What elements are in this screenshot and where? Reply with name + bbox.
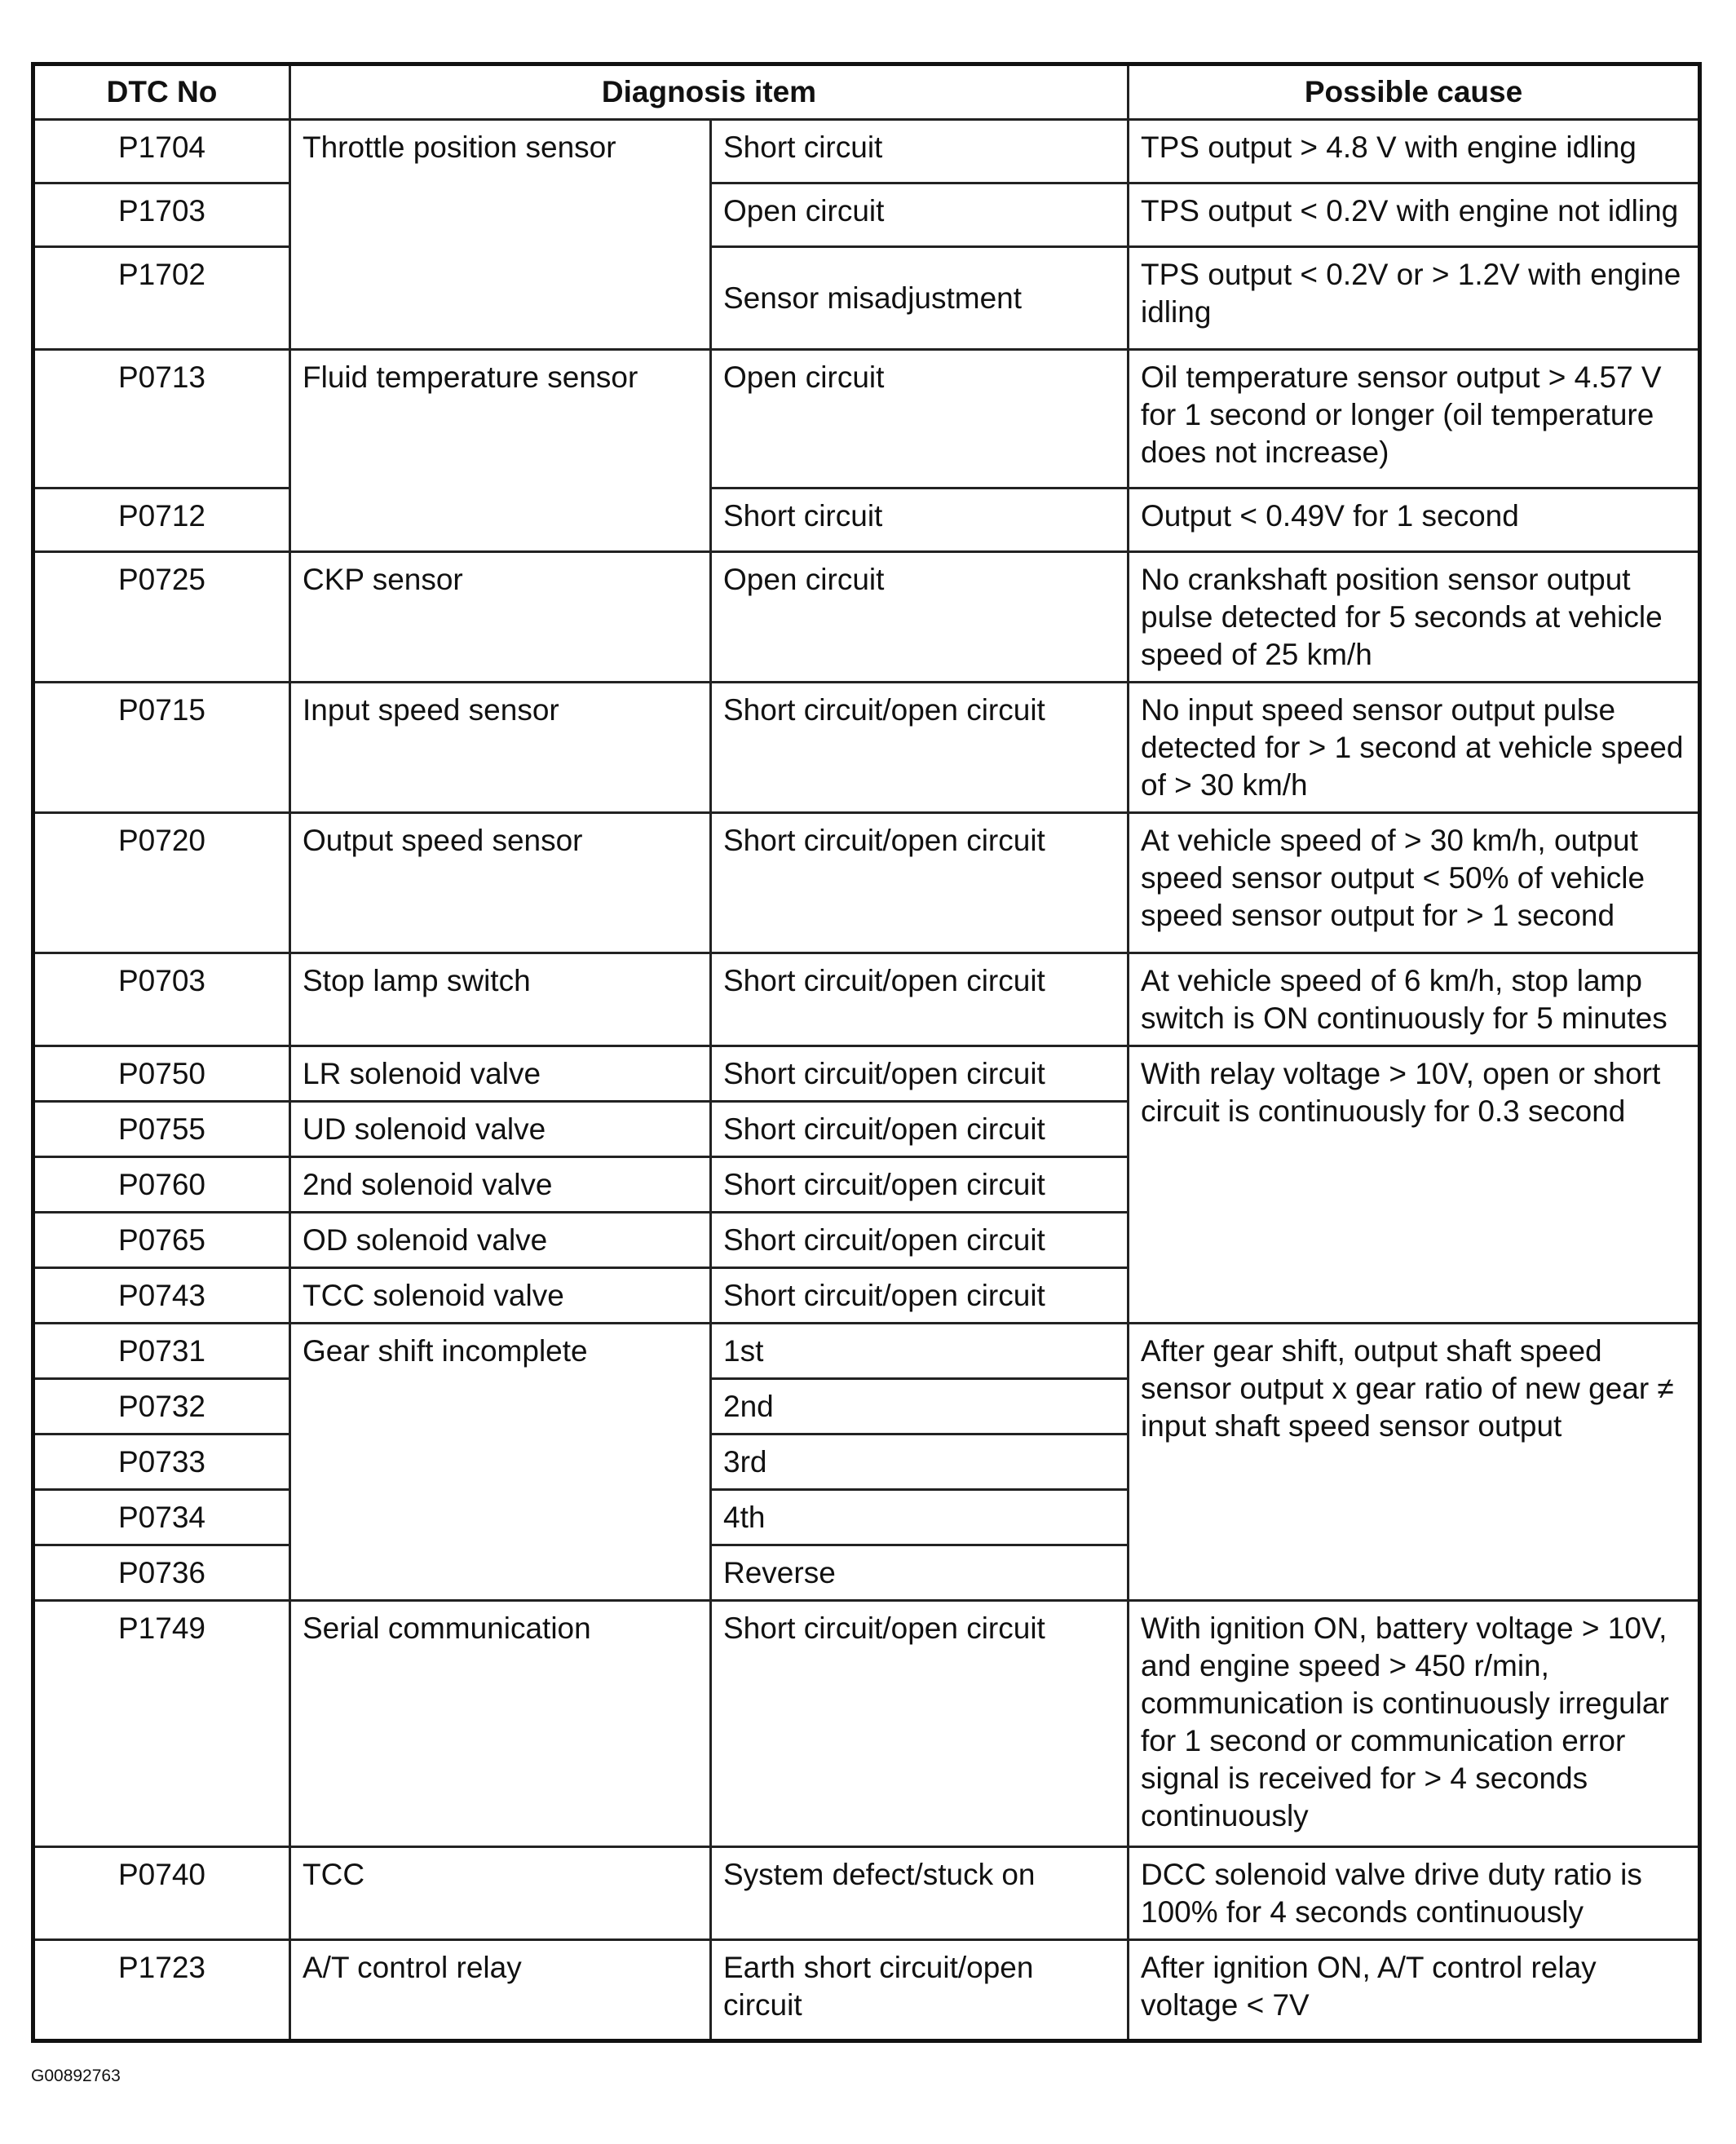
table-row: [33, 1940, 1700, 2041]
component-cell: 2nd solenoid valve: [290, 1157, 711, 1213]
fault-mode-cell: Short circuit: [711, 120, 1129, 183]
table-row: [33, 813, 1700, 953]
fault-mode-cell: 2nd: [711, 1379, 1129, 1434]
dtc-code-cell: P1702: [33, 247, 290, 350]
fault-mode-cell: Short circuit/open circuit: [711, 1157, 1129, 1213]
dtc-code-cell: P1723: [33, 1940, 290, 2041]
cause-cell: TPS output > 4.8 V with engine idling: [1129, 120, 1700, 183]
dtc-code-cell: P0703: [33, 953, 290, 1046]
dtc-table: [31, 62, 1702, 2043]
cause-cell: With relay voltage > 10V, open or short circuit is continuously for 0.3 second: [1129, 1046, 1700, 1324]
fault-mode-cell: Short circuit/open circuit: [711, 1102, 1129, 1157]
dtc-code-cell: P1704: [33, 120, 290, 183]
table-row: [33, 247, 1700, 350]
fault-mode-cell: Short circuit: [711, 488, 1129, 552]
dtc-code-cell: P1749: [33, 1601, 290, 1847]
cause-cell: After gear shift, output shaft speed sensor output x gear ratio of new gear ≠ input shaft speed sensor output: [1129, 1324, 1700, 1601]
component-cell: Output speed sensor: [290, 813, 711, 953]
fault-mode-cell: Short circuit/open circuit: [711, 1268, 1129, 1324]
component-cell: UD solenoid valve: [290, 1102, 711, 1157]
dtc-code-cell: P0760: [33, 1157, 290, 1213]
header-diagnosis-item: Diagnosis item: [290, 64, 1129, 120]
cause-cell: TPS output < 0.2V with engine not idling: [1129, 183, 1700, 247]
fault-mode-cell: Open circuit: [711, 350, 1129, 488]
dtc-code-cell: P0731: [33, 1324, 290, 1379]
dtc-code-cell: P0765: [33, 1213, 290, 1268]
table-header-row: [33, 64, 1700, 120]
component-cell: TCC solenoid valve: [290, 1268, 711, 1324]
table-row: [33, 120, 1700, 183]
component-cell: TCC: [290, 1847, 711, 1940]
fault-mode-cell: 1st: [711, 1324, 1129, 1379]
component-cell: LR solenoid valve: [290, 1046, 711, 1102]
header-dtc-no: DTC No: [33, 64, 290, 120]
table-row: [33, 953, 1700, 1046]
cause-cell: Oil temperature sensor output > 4.57 V for 1 second or longer (oil temperature does not increase): [1129, 350, 1700, 488]
table-row: [33, 1324, 1700, 1379]
dtc-code-cell: P1703: [33, 183, 290, 247]
fault-mode-cell: 4th: [711, 1490, 1129, 1545]
fault-mode-cell: System defect/stuck on: [711, 1847, 1129, 1940]
dtc-code-cell: P0743: [33, 1268, 290, 1324]
cause-cell: With ignition ON, battery voltage > 10V, and engine speed > 450 r/min, communication is continuously irregular for 1 second or communication error signal is received for > 4 seconds continuously: [1129, 1601, 1700, 1847]
table-row: [33, 350, 1700, 488]
table-row: [33, 1601, 1700, 1847]
component-cell: Fluid temperature sensor: [290, 350, 711, 552]
fault-mode-cell: Short circuit/open circuit: [711, 953, 1129, 1046]
fault-mode-cell: 3rd: [711, 1434, 1129, 1490]
component-cell: A/T control relay: [290, 1940, 711, 2041]
table-row: [33, 683, 1700, 813]
fault-mode-cell: Short circuit/open circuit: [711, 1601, 1129, 1847]
table-row: [33, 183, 1700, 247]
fault-mode-cell: Open circuit: [711, 552, 1129, 683]
fault-mode-cell: Reverse: [711, 1545, 1129, 1601]
dtc-code-cell: P0740: [33, 1847, 290, 1940]
fault-mode-cell: Short circuit/open circuit: [711, 1213, 1129, 1268]
component-cell: Serial communication: [290, 1601, 711, 1847]
fault-mode-cell: Sensor misadjustment: [711, 247, 1129, 350]
fault-mode-cell: Earth short circuit/open circuit: [711, 1940, 1129, 2041]
dtc-code-cell: P0734: [33, 1490, 290, 1545]
component-cell: Throttle position sensor: [290, 120, 711, 350]
cause-cell: No crankshaft position sensor output pulse detected for 5 seconds at vehicle speed of 25 km/h: [1129, 552, 1700, 683]
cause-cell: TPS output < 0.2V or > 1.2V with engine idling: [1129, 247, 1700, 350]
cause-cell: No input speed sensor output pulse detected for > 1 second at vehicle speed of > 30 km/h: [1129, 683, 1700, 813]
component-cell: CKP sensor: [290, 552, 711, 683]
table-row: [33, 552, 1700, 683]
dtc-code-cell: P0712: [33, 488, 290, 552]
table-row: [33, 488, 1700, 552]
component-cell: Gear shift incomplete: [290, 1324, 711, 1601]
cause-cell: Output < 0.49V for 1 second: [1129, 488, 1700, 552]
cause-cell: DCC solenoid valve drive duty ratio is 100% for 4 seconds continuously: [1129, 1847, 1700, 1940]
dtc-code-cell: P0732: [33, 1379, 290, 1434]
dtc-code-cell: P0713: [33, 350, 290, 488]
dtc-code-cell: P0715: [33, 683, 290, 813]
fault-mode-cell: Open circuit: [711, 183, 1129, 247]
dtc-code-cell: P0750: [33, 1046, 290, 1102]
fault-mode-cell: Short circuit/open circuit: [711, 683, 1129, 813]
header-possible-cause: Possible cause: [1129, 64, 1700, 120]
figure-id-label: G00892763: [31, 2067, 121, 2085]
cause-cell: At vehicle speed of > 30 km/h, output speed sensor output < 50% of vehicle speed sensor output for > 1 second: [1129, 813, 1700, 953]
dtc-code-cell: P0736: [33, 1545, 290, 1601]
fault-mode-cell: Short circuit/open circuit: [711, 813, 1129, 953]
fault-mode-cell: Short circuit/open circuit: [711, 1046, 1129, 1102]
cause-cell: After ignition ON, A/T control relay voltage < 7V: [1129, 1940, 1700, 2041]
component-cell: Input speed sensor: [290, 683, 711, 813]
dtc-code-cell: P0733: [33, 1434, 290, 1490]
table-row: [33, 1847, 1700, 1940]
component-cell: Stop lamp switch: [290, 953, 711, 1046]
component-cell: OD solenoid valve: [290, 1213, 711, 1268]
table-row: [33, 1046, 1700, 1102]
cause-cell: At vehicle speed of 6 km/h, stop lamp switch is ON continuously for 5 minutes: [1129, 953, 1700, 1046]
dtc-code-cell: P0725: [33, 552, 290, 683]
dtc-code-cell: P0755: [33, 1102, 290, 1157]
dtc-code-cell: P0720: [33, 813, 290, 953]
